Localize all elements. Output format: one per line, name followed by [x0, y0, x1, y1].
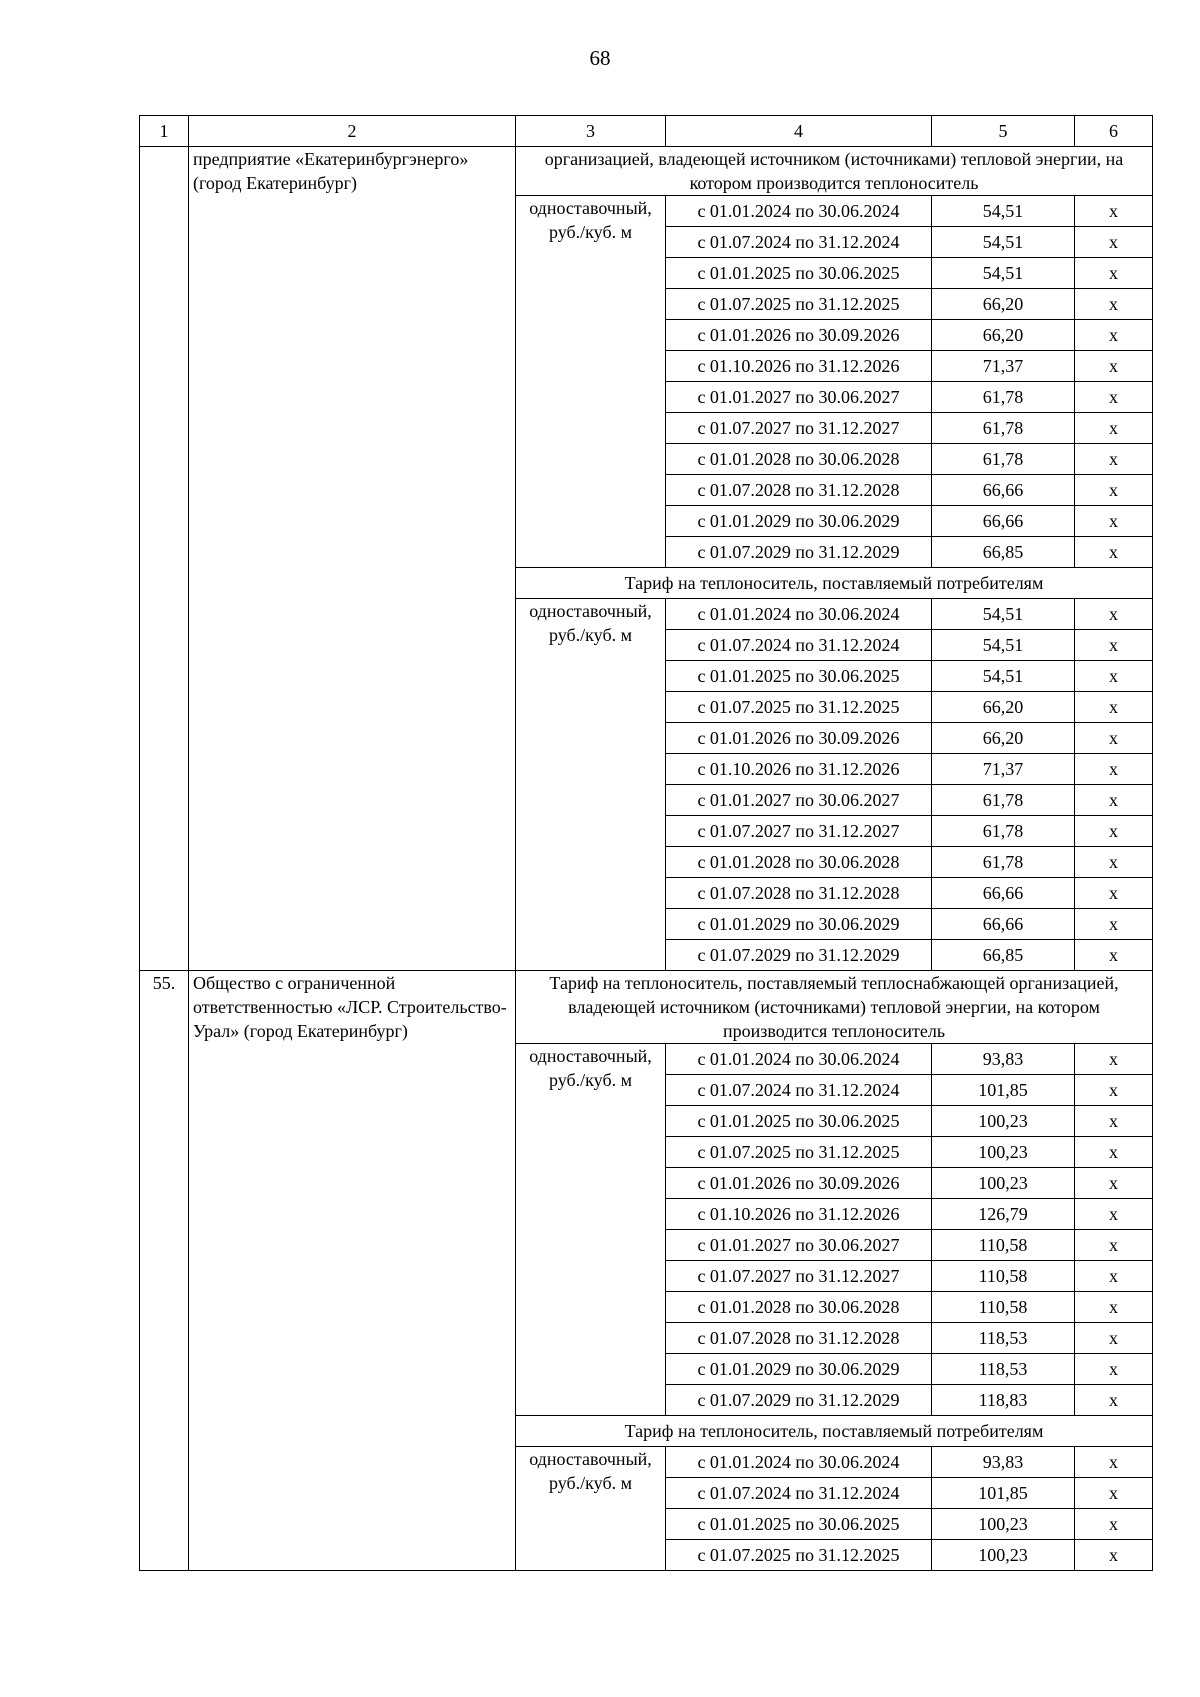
period-cell: с 01.01.2026 по 30.09.2026: [666, 1168, 932, 1199]
column-6-mark: x: [1075, 444, 1153, 475]
tariff-value: 110,58: [932, 1261, 1075, 1292]
tariff-value: 66,66: [932, 878, 1075, 909]
column-6-mark: x: [1075, 258, 1153, 289]
column-6-mark: x: [1075, 1323, 1153, 1354]
period-cell: с 01.01.2027 по 30.06.2027: [666, 785, 932, 816]
column-6-mark: x: [1075, 1354, 1153, 1385]
column-6-mark: x: [1075, 1509, 1153, 1540]
period-cell: с 01.01.2028 по 30.06.2028: [666, 444, 932, 475]
block-title: Тариф на теплоноситель, поставляемый потребителям: [516, 568, 1153, 599]
header-cell-3: 3: [516, 116, 666, 147]
column-6-mark: x: [1075, 1385, 1153, 1416]
period-cell: с 01.07.2029 по 31.12.2029: [666, 940, 932, 971]
tariff-value: 100,23: [932, 1168, 1075, 1199]
block-title-row: [140, 147, 1153, 196]
tariff-value: 61,78: [932, 413, 1075, 444]
tariff-value: 66,20: [932, 723, 1075, 754]
column-6-mark: x: [1075, 1478, 1153, 1509]
column-6-mark: x: [1075, 506, 1153, 537]
rate-type: одноставочный, руб./куб. м: [516, 1447, 666, 1571]
entry-number: 55.: [140, 971, 189, 1571]
block-title-row: [140, 971, 1153, 1044]
header-cell-6: 6: [1075, 116, 1153, 147]
tariff-value: 54,51: [932, 661, 1075, 692]
column-6-mark: x: [1075, 723, 1153, 754]
tariff-value: 118,53: [932, 1354, 1075, 1385]
organization-name: предприятие «Екатеринбургэнерго» (город Екатеринбург): [189, 147, 516, 971]
tariff-value: 66,66: [932, 909, 1075, 940]
tariff-value: 66,20: [932, 692, 1075, 723]
period-cell: с 01.01.2024 по 30.06.2024: [666, 196, 932, 227]
tariff-value: 61,78: [932, 847, 1075, 878]
tariff-value: 66,66: [932, 506, 1075, 537]
period-cell: с 01.10.2026 по 31.12.2026: [666, 1199, 932, 1230]
tariff-value: 101,85: [932, 1075, 1075, 1106]
column-6-mark: x: [1075, 1137, 1153, 1168]
tariff-value: 118,83: [932, 1385, 1075, 1416]
period-cell: с 01.07.2024 по 31.12.2024: [666, 1075, 932, 1106]
column-6-mark: x: [1075, 196, 1153, 227]
column-6-mark: x: [1075, 940, 1153, 971]
period-cell: с 01.01.2029 по 30.06.2029: [666, 909, 932, 940]
column-6-mark: x: [1075, 692, 1153, 723]
block-title: Тариф на теплоноситель, поставляемый потребителям: [516, 1416, 1153, 1447]
period-cell: с 01.10.2026 по 31.12.2026: [666, 351, 932, 382]
period-cell: с 01.07.2028 по 31.12.2028: [666, 475, 932, 506]
tariff-value: 66,85: [932, 940, 1075, 971]
column-6-mark: x: [1075, 1540, 1153, 1571]
column-6-mark: x: [1075, 1199, 1153, 1230]
period-cell: с 01.07.2028 по 31.12.2028: [666, 878, 932, 909]
tariff-value: 54,51: [932, 258, 1075, 289]
tariff-value: 118,53: [932, 1323, 1075, 1354]
column-6-mark: x: [1075, 754, 1153, 785]
tariff-value: 61,78: [932, 382, 1075, 413]
period-cell: с 01.01.2026 по 30.09.2026: [666, 320, 932, 351]
tariff-value: 100,23: [932, 1137, 1075, 1168]
column-6-mark: x: [1075, 909, 1153, 940]
period-cell: с 01.01.2025 по 30.06.2025: [666, 661, 932, 692]
period-cell: с 01.07.2027 по 31.12.2027: [666, 816, 932, 847]
period-cell: с 01.01.2025 по 30.06.2025: [666, 1106, 932, 1137]
tariff-value: 54,51: [932, 599, 1075, 630]
column-6-mark: x: [1075, 847, 1153, 878]
entry-number: [140, 147, 189, 971]
period-cell: с 01.01.2028 по 30.06.2028: [666, 1292, 932, 1323]
column-6-mark: x: [1075, 351, 1153, 382]
period-cell: с 01.10.2026 по 31.12.2026: [666, 754, 932, 785]
tariff-value: 54,51: [932, 227, 1075, 258]
period-cell: с 01.01.2027 по 30.06.2027: [666, 1230, 932, 1261]
rate-type: одноставочный, руб./куб. м: [516, 599, 666, 971]
tariff-value: 100,23: [932, 1509, 1075, 1540]
column-6-mark: x: [1075, 630, 1153, 661]
period-cell: с 01.07.2029 по 31.12.2029: [666, 537, 932, 568]
tariff-value: 110,58: [932, 1230, 1075, 1261]
tariff-value: 66,20: [932, 289, 1075, 320]
period-cell: с 01.01.2027 по 30.06.2027: [666, 382, 932, 413]
period-cell: с 01.07.2028 по 31.12.2028: [666, 1323, 932, 1354]
header-cell-4: 4: [666, 116, 932, 147]
page-number: 68: [589, 46, 611, 70]
tariff-value: 93,83: [932, 1447, 1075, 1478]
period-cell: с 01.01.2024 по 30.06.2024: [666, 1044, 932, 1075]
column-6-mark: x: [1075, 1292, 1153, 1323]
column-6-mark: x: [1075, 475, 1153, 506]
period-cell: с 01.07.2025 по 31.12.2025: [666, 1540, 932, 1571]
header-cell-1: 1: [140, 116, 189, 147]
tariff-value: 126,79: [932, 1199, 1075, 1230]
column-6-mark: x: [1075, 1447, 1153, 1478]
column-6-mark: x: [1075, 1230, 1153, 1261]
period-cell: с 01.07.2027 по 31.12.2027: [666, 413, 932, 444]
header-cell-2: 2: [189, 116, 516, 147]
tariff-value: 61,78: [932, 816, 1075, 847]
tariff-value: 110,58: [932, 1292, 1075, 1323]
column-6-mark: x: [1075, 413, 1153, 444]
tariff-value: 66,66: [932, 475, 1075, 506]
period-cell: с 01.01.2026 по 30.09.2026: [666, 723, 932, 754]
period-cell: с 01.07.2027 по 31.12.2027: [666, 1261, 932, 1292]
period-cell: с 01.01.2024 по 30.06.2024: [666, 599, 932, 630]
rate-type: одноставочный, руб./куб. м: [516, 196, 666, 568]
tariff-value: 66,20: [932, 320, 1075, 351]
column-6-mark: x: [1075, 1261, 1153, 1292]
header-cell-5: 5: [932, 116, 1075, 147]
period-cell: с 01.07.2029 по 31.12.2029: [666, 1385, 932, 1416]
rate-type: одноставочный, руб./куб. м: [516, 1044, 666, 1416]
period-cell: с 01.07.2024 по 31.12.2024: [666, 1478, 932, 1509]
column-6-mark: x: [1075, 816, 1153, 847]
period-cell: с 01.01.2029 по 30.06.2029: [666, 506, 932, 537]
column-6-mark: x: [1075, 878, 1153, 909]
column-6-mark: x: [1075, 1075, 1153, 1106]
column-6-mark: x: [1075, 227, 1153, 258]
tariff-value: 71,37: [932, 351, 1075, 382]
period-cell: с 01.01.2024 по 30.06.2024: [666, 1447, 932, 1478]
column-6-mark: x: [1075, 1168, 1153, 1199]
block-title: организацией, владеющей источником (источниками) тепловой энергии, на котором производится теплоноситель: [516, 147, 1153, 196]
column-6-mark: x: [1075, 537, 1153, 568]
tariff-table-body: [140, 116, 1153, 1571]
period-cell: с 01.01.2025 по 30.06.2025: [666, 1509, 932, 1540]
tariff-value: 61,78: [932, 444, 1075, 475]
tariff-table: [139, 115, 1153, 1571]
period-cell: с 01.07.2024 по 31.12.2024: [666, 630, 932, 661]
header-row: [140, 116, 1153, 147]
block-title: Тариф на теплоноситель, поставляемый теплоснабжающей организацией, владеющей источником (источниками) тепловой энергии, на котором производится теплоноситель: [516, 971, 1153, 1044]
tariff-value: 101,85: [932, 1478, 1075, 1509]
column-6-mark: x: [1075, 382, 1153, 413]
tariff-value: 93,83: [932, 1044, 1075, 1075]
column-6-mark: x: [1075, 1106, 1153, 1137]
column-6-mark: x: [1075, 661, 1153, 692]
period-cell: с 01.07.2025 по 31.12.2025: [666, 692, 932, 723]
column-6-mark: x: [1075, 320, 1153, 351]
period-cell: с 01.07.2025 по 31.12.2025: [666, 1137, 932, 1168]
tariff-value: 54,51: [932, 196, 1075, 227]
tariff-value: 54,51: [932, 630, 1075, 661]
organization-name: Общество с ограниченной ответственностью «ЛСР. Строительство-Урал» (город Екатеринбург): [189, 971, 516, 1571]
tariff-value: 61,78: [932, 785, 1075, 816]
column-6-mark: x: [1075, 785, 1153, 816]
period-cell: с 01.01.2029 по 30.06.2029: [666, 1354, 932, 1385]
column-6-mark: x: [1075, 289, 1153, 320]
column-6-mark: x: [1075, 599, 1153, 630]
column-6-mark: x: [1075, 1044, 1153, 1075]
tariff-value: 71,37: [932, 754, 1075, 785]
tariff-value: 100,23: [932, 1540, 1075, 1571]
period-cell: с 01.07.2024 по 31.12.2024: [666, 227, 932, 258]
tariff-value: 100,23: [932, 1106, 1075, 1137]
period-cell: с 01.01.2028 по 30.06.2028: [666, 847, 932, 878]
tariff-value: 66,85: [932, 537, 1075, 568]
period-cell: с 01.07.2025 по 31.12.2025: [666, 289, 932, 320]
period-cell: с 01.01.2025 по 30.06.2025: [666, 258, 932, 289]
